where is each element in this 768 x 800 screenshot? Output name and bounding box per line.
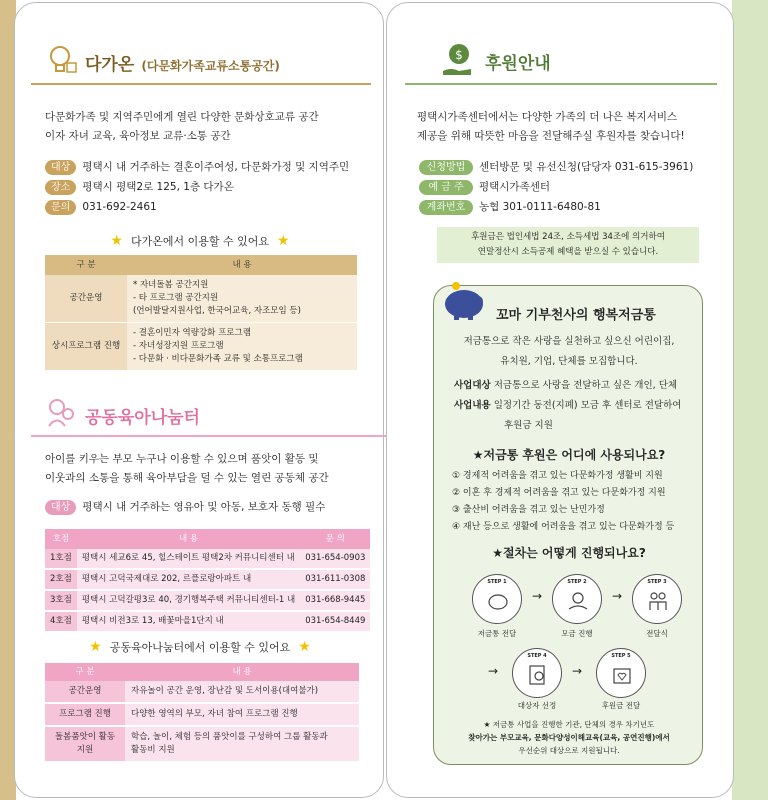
col-header: 내 용: [127, 255, 357, 275]
title-sub: (다문화가족교류소통공간): [141, 59, 280, 73]
info-label: 예 금 주: [419, 180, 473, 195]
arrow-icon: →: [532, 589, 543, 603]
footnote-line: ★ 저금통 사업을 진행한 기관, 단체의 경우 차기년도: [483, 720, 655, 729]
cell-line: * 자녀돌봄 공간지원: [133, 280, 209, 290]
usage2-heading-text: 공동육아나눔터에서 이용할 수 있어요: [109, 641, 291, 654]
info-holder: [419, 177, 550, 197]
col-header: 호점: [45, 529, 77, 549]
table-row: [45, 549, 370, 569]
section2-intro-1: 아이를 키우는 부모 누구나 이용할 수 있으며 품앗이 활동 및: [45, 453, 319, 465]
info-label: 문의: [45, 200, 76, 215]
right-page: [386, 2, 734, 798]
step-number: STEP 4: [527, 653, 547, 659]
tax-note: [437, 227, 699, 263]
cell-content: [127, 275, 357, 323]
step-1-circle: [472, 574, 522, 624]
cell-line: (언어발달지원사업, 한국어교육, 자조모임 등): [133, 306, 301, 316]
info-target: [45, 157, 349, 177]
box-target: [454, 376, 677, 396]
family-icon: [45, 395, 79, 433]
list-item: ① 경제적 어려움을 겪고 있는 다문화가정 생활비 지원: [452, 471, 663, 481]
info-label: 계좌번호: [419, 200, 473, 215]
cell-no: 2호점: [45, 569, 77, 590]
info-label: 장소: [45, 180, 76, 195]
list-item: ② 이혼 후 경제적 어려움을 겪고 있는 다문화가정 지원: [452, 488, 666, 498]
section2-title: 공동육아나눔터: [85, 408, 200, 428]
usage2-heading: [45, 639, 355, 655]
step-label: 후원금 전달: [601, 701, 641, 710]
info-label: 대상: [45, 160, 76, 175]
left-page: [14, 2, 384, 798]
info-text: 평택시 내 거주하는 결혼이주여성, 다문화가정 및 지역주민: [82, 161, 350, 173]
section2-underline: [31, 435, 399, 437]
cell-line: - 자녀성장지원 프로그램: [133, 341, 224, 351]
step-label: 대상자 선정: [517, 701, 557, 710]
cell-category: 공간운영: [45, 681, 125, 703]
table-row: [45, 590, 370, 611]
step-number: STEP 3: [647, 579, 667, 585]
info-text: 평택시 평택2로 125, 1층 다가온: [82, 181, 234, 193]
intro-line-2: 제공을 위해 따뜻한 마음을 전달해주실 후원자를 찾습니다!: [417, 130, 685, 142]
step-number: STEP 5: [611, 653, 631, 659]
cell-tel: 031-668-9445: [300, 590, 370, 611]
page-title: [85, 50, 280, 75]
cell-category: 공간운영: [45, 275, 127, 323]
star-icon: ★: [89, 639, 102, 655]
box-target-text: 저금통으로 사랑을 전달하고 싶은 개인, 단체: [493, 380, 678, 391]
cell-tel: 031-611-0308: [300, 569, 370, 590]
info-place: [45, 177, 234, 197]
col-header: 구 분: [45, 663, 125, 681]
lightbulb-icon: [45, 43, 79, 81]
title-main: 다가온: [85, 55, 135, 75]
cell-content: [127, 323, 357, 371]
cell-content: [125, 703, 359, 726]
page-title: 후원안내: [485, 54, 551, 74]
cell-addr: 평택시 세교6로 45, 힐스테이트 평택2차 커뮤니티센터 내: [77, 549, 300, 569]
cell-category: 프로그램 진행: [45, 703, 125, 726]
cell-line: 학습, 놀이, 체험 등의 품앗이를 구성하여 그룹 활동과: [131, 732, 328, 742]
cell-addr: 평택시 고덕국제대로 202, 르플로랑아파트 내: [77, 569, 300, 590]
step-2-circle: [552, 574, 602, 624]
cell-no: 3호점: [45, 590, 77, 611]
box-title: 꼬마 기부천사의 행복저금통: [496, 308, 656, 323]
info-method: [419, 157, 693, 177]
cell-addr: 평택시 고덕갈평3로 40, 경기행복주택 커뮤니티센터-1 내: [77, 590, 300, 611]
arrow-icon: →: [572, 664, 583, 678]
q2-heading: ★절차는 어떻게 진행되나요?: [492, 546, 646, 560]
branch-table: [45, 529, 366, 633]
step-label: 저금통 전달: [477, 629, 517, 638]
box-desc-line: 저금통으로 작은 사랑을 실천하고 싶으신 어린이집,: [463, 336, 675, 347]
box-content-label: 사업내용: [454, 400, 491, 411]
box-target-label: 사업대상: [454, 380, 491, 391]
table-row: [45, 703, 359, 726]
usage-heading-text: 다가온에서 이용할 수 있어요: [130, 235, 269, 248]
star-icon: ★: [110, 233, 123, 249]
cell-content: [125, 681, 359, 703]
people-icon: [646, 589, 670, 613]
list-item: ④ 재난 등으로 생활에 어려움을 겪고 있는 다문화가정 등: [452, 522, 675, 532]
step-label: 모금 진행: [561, 629, 593, 638]
tax-note-line: 후원금은 법인세법 24조, 소득세법 34조에 의거하여: [471, 232, 665, 242]
info-text: 031-692-2461: [82, 201, 157, 213]
piggy-bank-box: [433, 285, 703, 765]
box-content-cont: 후원금 지원: [504, 420, 553, 431]
intro-line-1: 평택시가족센터에서는 다양한 가족의 더 나은 복지서비스: [417, 111, 678, 123]
box-content-text: 일정기간 동전(지폐) 모금 후 센터로 전달하여: [493, 400, 682, 411]
cell-line: - 다문화 · 비다문화가족 교류 및 소통프로그램: [133, 354, 303, 364]
info-text: 평택시 내 거주하는 영유아 및 아동, 보호자 동행 필수: [82, 501, 326, 513]
info-account: [419, 197, 601, 217]
cell-category: 상시프로그램 진행: [45, 323, 127, 371]
cell-tel: 031-654-8449: [300, 611, 370, 632]
arrow-icon: →: [612, 589, 623, 603]
step-label: 전달식: [646, 629, 668, 638]
footnote-line: 우선순위 대상으로 지원됩니다.: [518, 746, 620, 755]
col-header: 문 의: [300, 529, 370, 549]
cell-addr: 평택시 비전3로 13, 배꽃마을1단지 내: [77, 611, 300, 632]
box-desc: [434, 332, 704, 372]
info-label: 대상: [45, 500, 76, 515]
hand-coin-icon: [566, 589, 590, 613]
info-text: 농협 301-0111-6480-81: [479, 201, 601, 213]
tax-note-line: 연말정산시 소득공제 혜택을 받으실 수 있습니다.: [477, 247, 659, 257]
arrow-icon: →: [488, 664, 499, 678]
right-edge-strip: [732, 0, 768, 800]
info-text: 센터방문 및 유선신청(담당자 031-615-3961): [479, 161, 694, 173]
cell-line: 자유놀이 공간 운영, 장난감 및 도서이용(대여불가): [131, 686, 319, 696]
cell-category: 돌봄품앗이 활동지원: [45, 726, 125, 762]
cell-line: - 결혼이민자 역량강화 프로그램: [133, 328, 251, 338]
piggy-icon: [486, 589, 510, 613]
intro-line-2: 이자 자녀 교육, 육아정보 교류·소통 공간: [45, 130, 231, 142]
table-row: [45, 681, 359, 703]
usage2-table: [45, 663, 359, 763]
svg-text:$: $: [455, 48, 463, 62]
col-header: 구 분: [45, 255, 127, 275]
piggy-bank-icon: [440, 280, 488, 326]
table-row: [45, 323, 357, 371]
step-number: STEP 2: [567, 579, 587, 585]
uses-list: [452, 468, 674, 536]
info-text: 평택시가족센터: [479, 181, 551, 193]
col-header: 내 용: [125, 663, 359, 681]
title-underline: [405, 83, 717, 85]
table-row: [45, 611, 370, 632]
footnote-line: 찾아가는 부모교육, 문화다양성이해교육(교육, 공연진행)에서: [468, 733, 670, 742]
step-5-circle: [596, 648, 646, 698]
box-desc-line: 유치원, 기업, 단체를 모집합니다.: [500, 356, 638, 367]
step-3-circle: [632, 574, 682, 624]
cell-no: 4호점: [45, 611, 77, 632]
table-row: [45, 726, 359, 762]
cell-content: [125, 726, 359, 762]
coin-hand-icon: [441, 41, 475, 83]
section2-intro-2: 이웃과의 소통을 통해 육아부담을 덜 수 있는 열린 공동체 공간: [45, 472, 329, 484]
table-row: [45, 275, 357, 323]
box-footnote: [434, 718, 704, 757]
col-header: 내 용: [77, 529, 300, 549]
cell-line: 활동비 지원: [131, 745, 175, 755]
star-icon: ★: [298, 639, 311, 655]
intro-line-1: 다문화가족 및 지역주민에게 열린 다양한 문화상호교류 공간: [45, 111, 319, 123]
gift-heart-icon: [610, 663, 634, 687]
info-label: 신청방법: [419, 160, 473, 175]
star-icon: ★: [277, 233, 290, 249]
cell-line: 다양한 영역의 부모, 자녀 참여 프로그램 진행: [131, 709, 298, 719]
section2-target: [45, 497, 325, 517]
info-contact: [45, 197, 157, 217]
box-content: [454, 396, 681, 416]
table-row: [45, 569, 370, 590]
document-search-icon: [526, 663, 550, 687]
cell-line: - 타 프로그램 공간지원: [133, 293, 219, 303]
usage-table: [45, 255, 357, 371]
q1-heading: ★저금통 후원은 어디에 사용되나요?: [472, 448, 666, 462]
cell-no: 1호점: [45, 549, 77, 569]
step-4-circle: [512, 648, 562, 698]
cell-tel: 031-654-0903: [300, 549, 370, 569]
step-number: STEP 1: [487, 579, 507, 585]
title-underline: [31, 83, 371, 85]
usage-heading: [45, 233, 355, 249]
list-item: ③ 출산비 어려움을 겪고 있는 난민가정: [452, 505, 605, 515]
